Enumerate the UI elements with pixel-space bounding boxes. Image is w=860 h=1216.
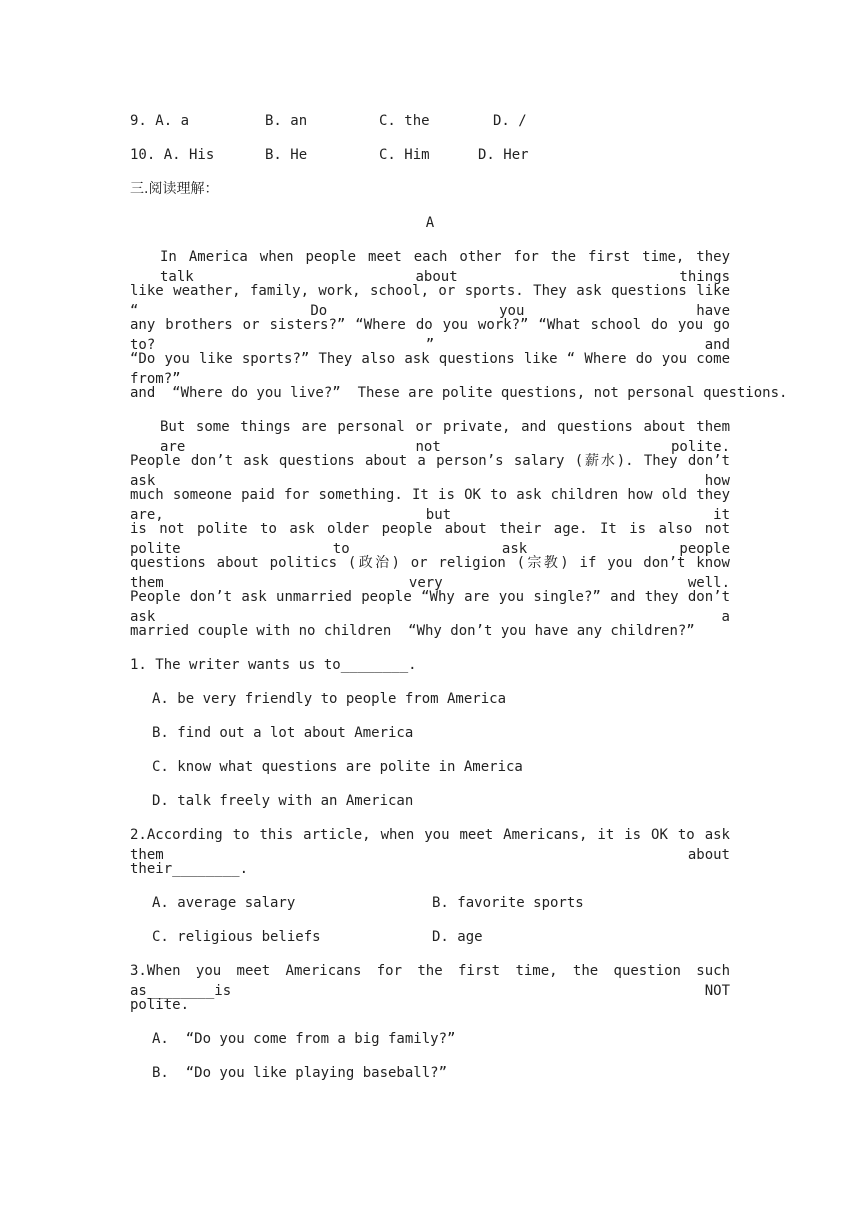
- passage-line: married couple with no children “Why don’t you have any children?”: [130, 623, 695, 639]
- passage-line: and “Where do you live?” These are polite questions, not personal questions.: [130, 385, 788, 401]
- question-3-stem-cont: polite.: [130, 997, 190, 1013]
- q9-option-a: 9. A. a: [130, 113, 190, 129]
- question-1-option-a: A. be very friendly to people from America: [152, 691, 507, 707]
- q9-option-c: C. the: [379, 113, 430, 129]
- passage-line: People don’t ask questions about a person’s salary (薪水). They don’t ask how: [130, 453, 730, 489]
- question-3-option-a: A. “Do you come from a big family?”: [152, 1031, 456, 1047]
- q10-option-d: D. Her: [478, 147, 529, 163]
- passage-title: A: [425, 215, 435, 231]
- question-2-stem: 2.According to this article, when you meet Americans, it is OK to ask them about: [130, 827, 730, 863]
- passage-line: People don’t ask unmarried people “Why are you single?” and they don’t ask a: [130, 589, 730, 625]
- question-1-option-c: C. know what questions are polite in America: [152, 759, 523, 775]
- q10-option-a: 10. A. His: [130, 147, 215, 163]
- section-heading: 三.阅读理解：: [130, 181, 219, 197]
- question-2-option-c: C. religious beliefs: [152, 929, 321, 945]
- passage-line: is not polite to ask older people about their age. It is also not polite to ask people: [130, 521, 730, 557]
- passage-line: much someone paid for something. It is OK to ask children how old they are, but it: [130, 487, 730, 523]
- passage-line: In America when people meet each other for the first time, they talk about things: [160, 249, 730, 285]
- passage-line: questions about politics (政治) or religion (宗教) if you don’t know them very well.: [130, 555, 730, 591]
- question-2-stem-cont: their________.: [130, 861, 249, 877]
- q10-option-b: B. He: [265, 147, 308, 163]
- passage-line: “Do you like sports?” They also ask questions like “ Where do you come from?”: [130, 351, 730, 387]
- passage-line: like weather, family, work, school, or sports. They ask questions like “ Do you have: [130, 283, 730, 319]
- q10-option-c: C. Him: [379, 147, 430, 163]
- question-3-option-b: B. “Do you like playing baseball?”: [152, 1065, 448, 1081]
- question-1-stem: 1. The writer wants us to________.: [130, 657, 417, 673]
- question-2-option-a: A. average salary: [152, 895, 296, 911]
- question-2-option-b: B. favorite sports: [432, 895, 584, 911]
- passage-line: any brothers or sisters?” “Where do you work?” “What school do you go to? ” and: [130, 317, 730, 353]
- question-1-option-b: B. find out a lot about America: [152, 725, 414, 741]
- question-2-option-d: D. age: [432, 929, 483, 945]
- question-1-option-d: D. talk freely with an American: [152, 793, 414, 809]
- passage-line: But some things are personal or private, and questions about them are not polite.: [160, 419, 730, 455]
- question-3-stem: 3.When you meet Americans for the first time, the question such as________is NOT: [130, 963, 730, 999]
- q9-option-d: D. /: [493, 113, 527, 129]
- q9-option-b: B. an: [265, 113, 308, 129]
